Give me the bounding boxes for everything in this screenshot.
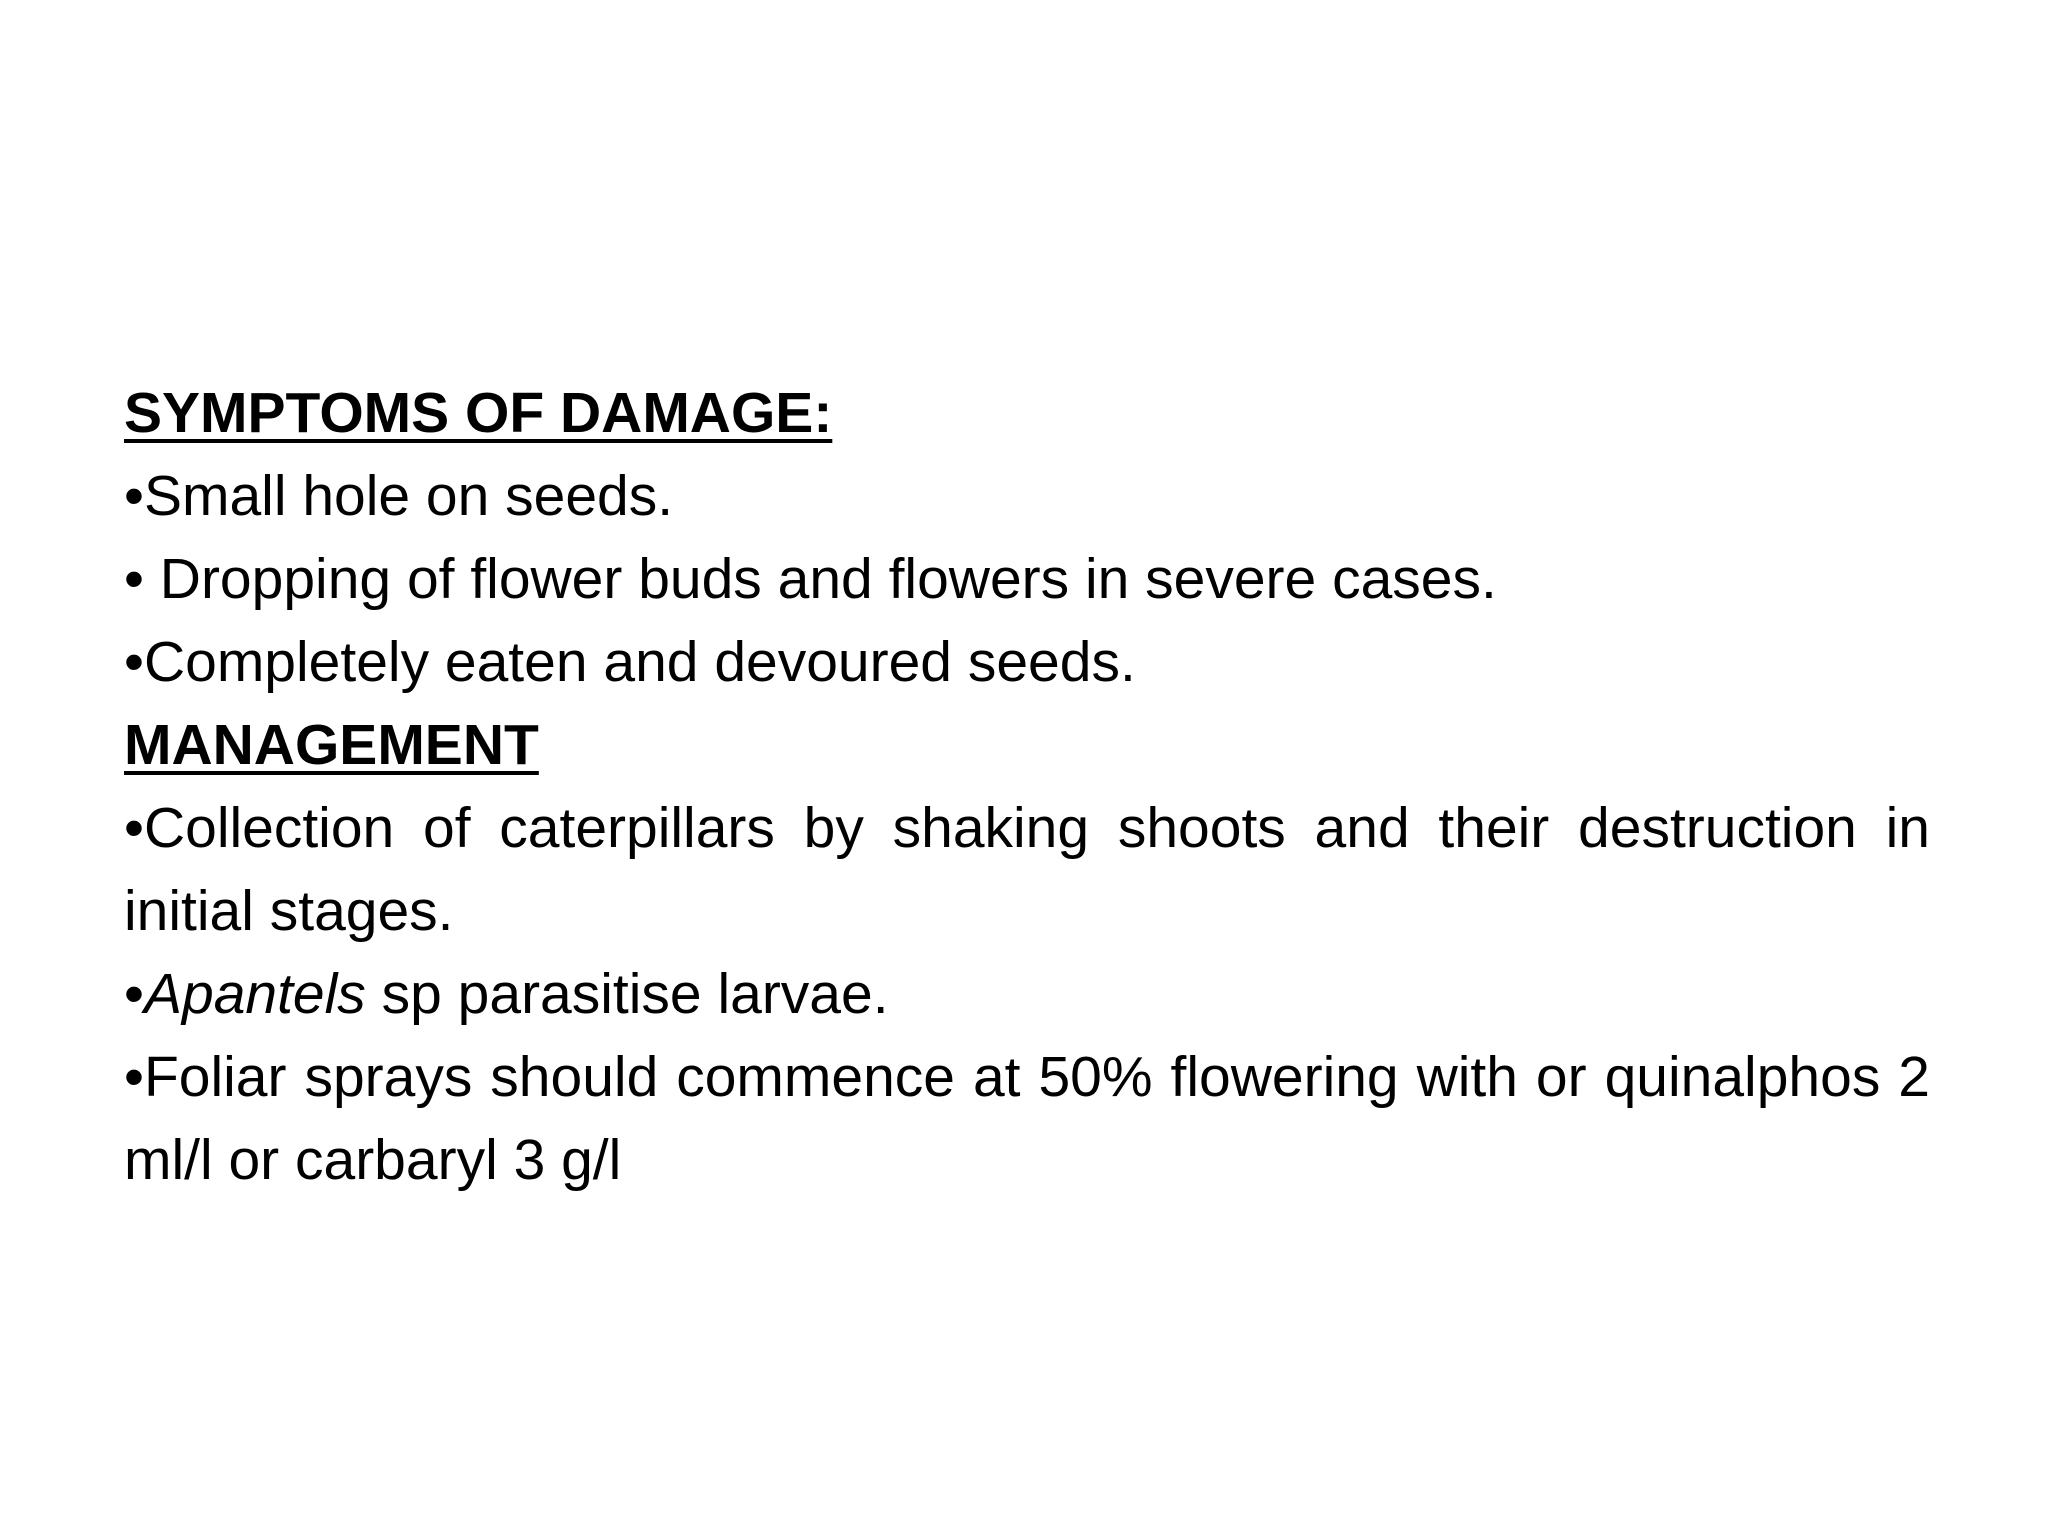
slide-content bbox=[124, 372, 1930, 1202]
management-item-foliar-sprays: •Foliar sprays should commence at 50% flowering with or quinalphos 2 ml/l or carbaryl 3 g/l bbox=[124, 1045, 1930, 1192]
symptom-item: •Small hole on seeds. bbox=[124, 464, 674, 528]
management-item-apantels bbox=[124, 953, 1930, 1036]
symptom-item: •Completely eaten and devoured seeds. bbox=[124, 630, 1136, 694]
symptom-item: • Dropping of flower buds and flowers in severe cases. bbox=[124, 547, 1497, 611]
management-heading: MANAGEMENT bbox=[124, 713, 539, 777]
management-item-collection: •Collection of caterpillars by shaking shoots and their destruction in initial stages. bbox=[124, 796, 1930, 943]
symptoms-heading: SYMPTOMS OF DAMAGE: bbox=[124, 381, 833, 445]
management-item-text: sp parasitise larvae. bbox=[365, 962, 889, 1026]
bullet: • bbox=[124, 962, 144, 1026]
species-name: Apantels bbox=[143, 962, 366, 1026]
